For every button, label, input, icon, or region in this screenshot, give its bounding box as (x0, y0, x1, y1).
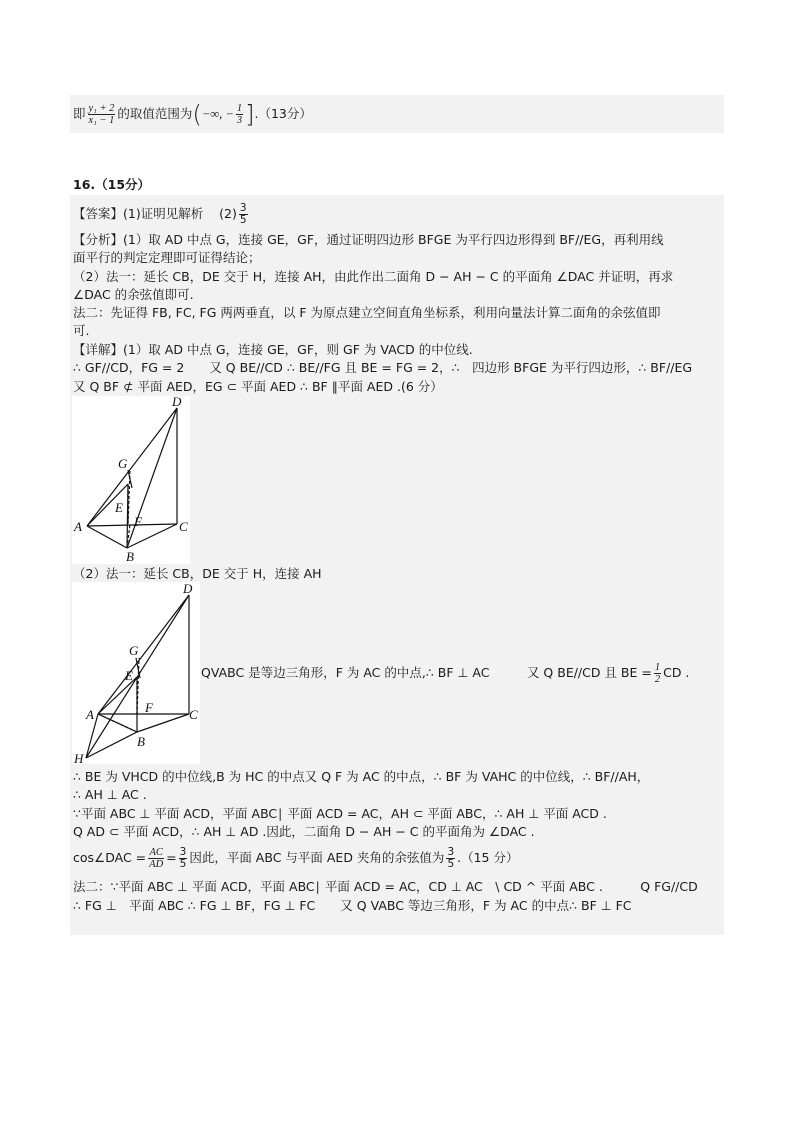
detail-l11: 法二：∵平面 ABC ⊥ 平面 ACD，平面 ABC∣ 平面 ACD = AC，CD ⊥ AC \ CD ^ 平面 ABC . Q FG//CD (73, 879, 698, 894)
detail-l7: ∴ AH ⊥ AC . (73, 787, 147, 802)
svg-text:E: E (115, 500, 123, 515)
svg-text:C: C (179, 519, 188, 534)
svg-text:C: C (189, 707, 198, 722)
detail-l8: ∵平面 ABC ⊥ 平面 ACD，平面 ABC∣ 平面 ACD = AC，AH ⊂ 平面 ABC，∴ AH ⊥ 平面 ACD . (73, 806, 607, 821)
figure-1 (72, 396, 190, 564)
svg-text:G: G (129, 643, 139, 658)
problem-number: 16.（15分） (73, 177, 151, 192)
analysis-l4: ∠DAC 的余弦值即可. (73, 287, 194, 302)
svg-text:H: H (74, 751, 84, 764)
svg-text:F: F (145, 700, 153, 715)
analysis-l6: 可. (73, 323, 90, 338)
detail-l3: 又 Q BF ⊄ 平面 AED，EG ⊂ 平面 AED ∴ BF ∥平面 AED .(6 分） (73, 379, 443, 394)
prism-diagram-2 (72, 582, 200, 764)
analysis-l2: 面平行的判定定理即可证得结论； (73, 250, 261, 265)
svg-text:E: E (125, 668, 133, 683)
svg-text:G: G (118, 456, 128, 471)
detail-l9: Q AD ⊂ 平面 ACD，∴ AH ⊥ AD .因此，二面角 D − AH − C 的平面角为 ∠DAC . (73, 824, 535, 839)
detail-l1: 【详解】(1）取 AD 中点 G，连接 GE，GF，则 GF 为 VACD 的中位线. (73, 342, 473, 357)
answer-line: 【答案】(1)证明见解析 (2) $\frac{3}{5}$ (73, 202, 247, 226)
analysis-l5: 法二：先证得 FB, FC, FG 两两垂直，以 F 为原点建立空间直角坐标系，利用向量法计算二面角的余弦值即 (73, 305, 661, 320)
range-line: 即 $\frac{\text{y₁ + 2}}{\text{x₁ − 1}}$ 的取值范围为(−∞, − $\frac{1}{3}$ ].（13分） (73, 100, 312, 129)
detail-l5: QVABC 是等边三角形，F 为 AC 的中点,∴ BF ⊥ AC 又 Q BE//CD 且 BE = $\frac{1}{2}$ CD . (201, 662, 690, 685)
analysis-l3: （2）法一：延长 CB，DE 交于 H，连接 AH，由此作出二面角 D − AH − C 的平面角 ∠DAC 并证明，再求 (73, 269, 674, 284)
figure-2 (72, 582, 200, 764)
ratio-fraction: $\frac{\text{y₁ + 2}}{\text{x₁ − 1}}$ (88, 103, 115, 126)
detail-l2: ∴ GF//CD，FG = 2 又 Q BE//CD ∴ BE//FG 且 BE = FG = 2，∴ 四边形 BFGE 为平行四边形，∴ BF//EG (73, 360, 693, 375)
detail-l12: ∴ FG ⊥ 平面 ABC ∴ FG ⊥ BF，FG ⊥ FC 又 Q VABC 等边三角形，F 为 AC 的中点∴ BF ⊥ FC (73, 898, 632, 913)
svg-text:B: B (126, 549, 134, 564)
detail-l10: cos∠DAC = $\frac{AC}{AD}$ = $\frac{3}{5}$ 因此，平面 ABC 与平面 AED 夹角的余弦值为 $\frac{3}{5}$ .（15 分） (73, 846, 519, 870)
svg-text:D: D (183, 582, 193, 596)
detail-l6: ∴ BE 为 VHCD 的中位线,B 为 HC 的中点又 Q F 为 AC 的中点，∴ BF 为 VAHC 的中位线，∴ BF//AH， (73, 769, 650, 784)
svg-text:F: F (134, 514, 142, 529)
analysis-l1: 【分析】(1）取 AD 中点 G，连接 GE，GF，通过证明四边形 BFGE 为平行四边形得到 BF//EG，再利用线 (73, 232, 664, 247)
svg-text:B: B (137, 734, 145, 749)
prism-diagram-1 (72, 396, 190, 564)
detail-l4: （2）法一：延长 CB，DE 交于 H，连接 AH (73, 566, 322, 581)
svg-text:A: A (74, 519, 82, 534)
svg-text:D: D (172, 396, 182, 409)
svg-text:A: A (86, 707, 94, 722)
